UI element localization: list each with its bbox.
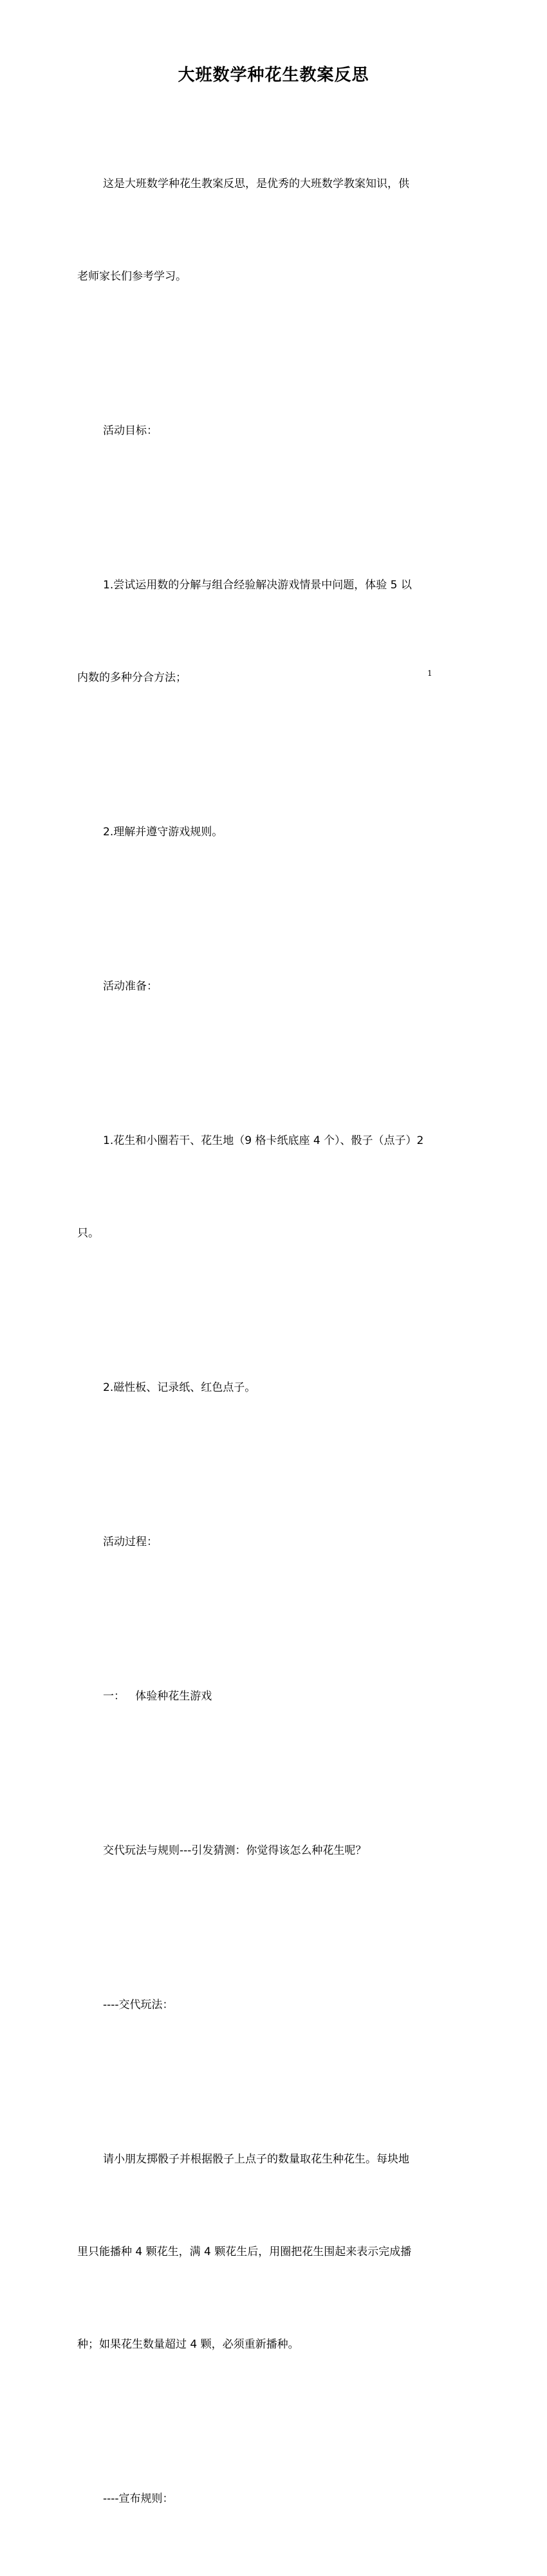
paragraph-line: 里只能播种 4 颗花生，满 4 颗花生后，用圈把花生围起来表示完成播: [77, 2245, 412, 2258]
document-title: 大班数学种花生教案反思: [178, 66, 369, 85]
paragraph-line: 只。: [77, 1227, 99, 1240]
paragraph: [77, 1064, 450, 1311]
paragraph: [77, 1619, 450, 1773]
paragraph-line: 老师家长们参考学习。: [77, 270, 187, 283]
paragraph-line: ----交代玩法：: [103, 1999, 174, 2011]
paragraph: [77, 508, 450, 755]
paragraph-line: 活动目标：: [103, 424, 158, 437]
paragraph-line: 交代玩法与规则---引发猜测：你觉得该怎么种花生呢？: [103, 1844, 367, 1857]
paragraph: [77, 1465, 450, 1619]
paragraph-line: 活动准备：: [103, 980, 158, 993]
paragraph: [77, 107, 450, 354]
paragraph-line: 种；如果花生数量超过 4 颗，必须重新播种。: [77, 2338, 299, 2351]
paragraph: [77, 755, 450, 909]
paragraph-line: 这是大班数学种花生教案反思，是优秀的大班数学教案知识，供: [103, 177, 409, 190]
paragraph-line: 2.磁性板、记录纸、红色点子。: [103, 1381, 256, 1394]
paragraph: [77, 2082, 450, 2422]
paragraph-line: 1.花生和小圈若干、花生地（9 格卡纸底座 4 个）、骰子（点子）2: [103, 1134, 424, 1147]
paragraph-line: 请小朋友掷骰子并根据骰子上点子的数量取花生种花生。每块地: [103, 2153, 409, 2166]
paragraph-line: 内数的多种分合方法；: [77, 671, 187, 684]
paragraph: [77, 1773, 450, 1928]
paragraph-line: ----宣布规则：: [103, 2492, 174, 2505]
paragraph-line: 活动过程：: [103, 1536, 158, 1548]
document-body: [77, 107, 450, 2576]
page-number: 1: [427, 669, 432, 678]
paragraph: [77, 2422, 450, 2576]
paragraph: [77, 909, 450, 1064]
paragraph-line: 2.理解并遵守游戏规则。: [103, 826, 223, 839]
paragraph: [77, 1311, 450, 1465]
paragraph: [77, 354, 450, 508]
paragraph-line: 1.尝试运用数的分解与组合经验解决游戏情景中问题，体验 5 以: [103, 579, 412, 592]
paragraph: [77, 1928, 450, 2082]
paragraph-line: 一： 体验种花生游戏: [103, 1690, 212, 1703]
